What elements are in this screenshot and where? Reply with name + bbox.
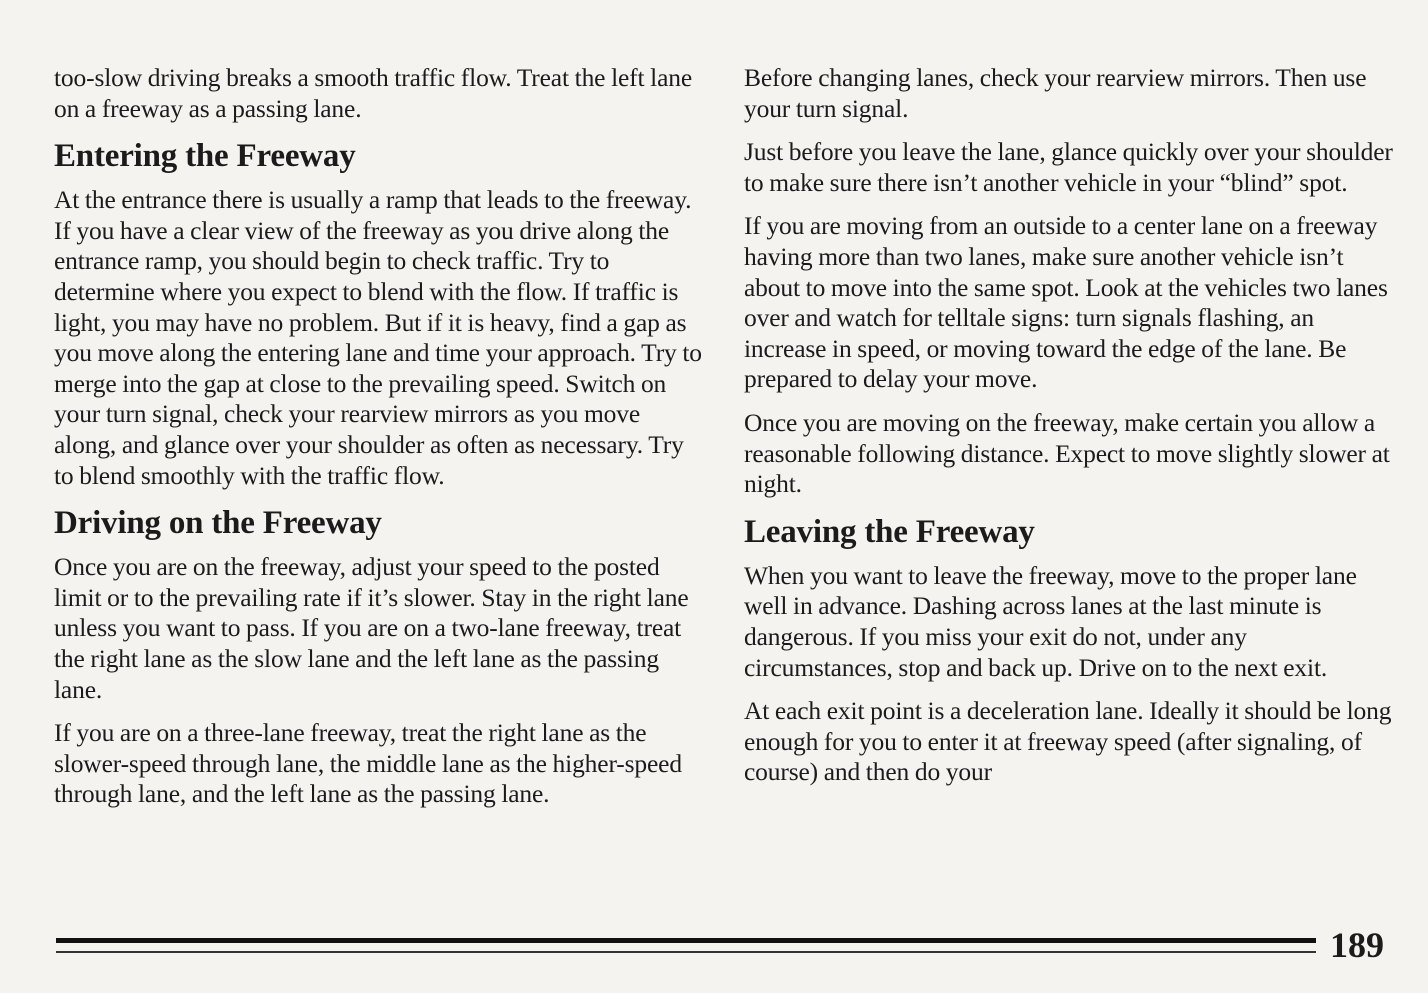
heading-entering-freeway: Entering the Freeway	[54, 138, 356, 175]
right-column	[744, 63, 1394, 801]
entering-paragraph: At the entrance there is usually a ramp that leads to the freeway. If you have a clear view of the freeway as you drive along the entrance ramp, you should begin to check traffic. Try to determine where you expect to blend with the flow. If traffic is light, you may have no problem. But if it is heavy, find a gap as you move along the entering lane and time your approach. Try to merge into the gap at close to the prevailing speed. Switch on your turn signal, check your rearview mirrors as you move along, and glance over your shoulder as often as necessary. Try to blend smoothly with the traffic flow.	[54, 185, 702, 490]
changing-paragraph-4: Once you are moving on the freeway, make certain you allow a reasonable following distance. Expect to move slightly slower at night.	[744, 407, 1390, 499]
driving-paragraph-1: Once you are on the freeway, adjust your speed to the posted limit or to the prevailing rate if it’s slower. Stay in the right lane unless you want to pass. If you are on a two-lane freeway, treat the right lane as the slow lane and the left lane as the passing lane.	[54, 552, 689, 704]
footer-rule-thick	[56, 938, 1316, 943]
leaving-paragraph-2: At each exit point is a deceleration lane. Ideally it should be long enough for you to enter it at freeway speed (after signaling, of course) and then do your	[744, 696, 1392, 787]
changing-paragraph-1: Before changing lanes, check your rearview mirrors. Then use your turn signal.	[744, 63, 1367, 123]
driving-paragraph-2: If you are on a three-lane freeway, treat the right lane as the slower-speed through lane, the middle lane as the higher-speed through lane, and the left lane as the passing lane.	[54, 718, 682, 809]
changing-paragraph-3: If you are moving from an outside to a center lane on a freeway having more than two lanes, make sure another vehicle isn’t about to move into the same spot. Look at the vehicles two lanes over and watch for telltale signs: turn signals flashing, an increase in speed, or moving toward the edge of the lane. Be prepared to delay your move.	[744, 211, 1388, 394]
left-column	[54, 63, 704, 823]
leaving-paragraph-1: When you want to leave the freeway, move to the proper lane well in advance. Dashing across lanes at the last minute is dangerous. If you miss your exit do not, under any circumstances, stop and back up. Drive on to the next exit.	[744, 560, 1357, 682]
page-number: 189	[1330, 925, 1384, 965]
heading-driving-freeway: Driving on the Freeway	[54, 505, 382, 542]
footer-rule-thin	[56, 951, 1316, 953]
heading-leaving-freeway: Leaving the Freeway	[744, 513, 1035, 550]
changing-paragraph-2: Just before you leave the lane, glance quickly over your shoulder to make sure there isn’t another vehicle in your “blind” spot.	[744, 137, 1393, 197]
intro-paragraph: too-slow driving breaks a smooth traffic flow. Treat the left lane on a freeway as a passing lane.	[54, 63, 693, 123]
